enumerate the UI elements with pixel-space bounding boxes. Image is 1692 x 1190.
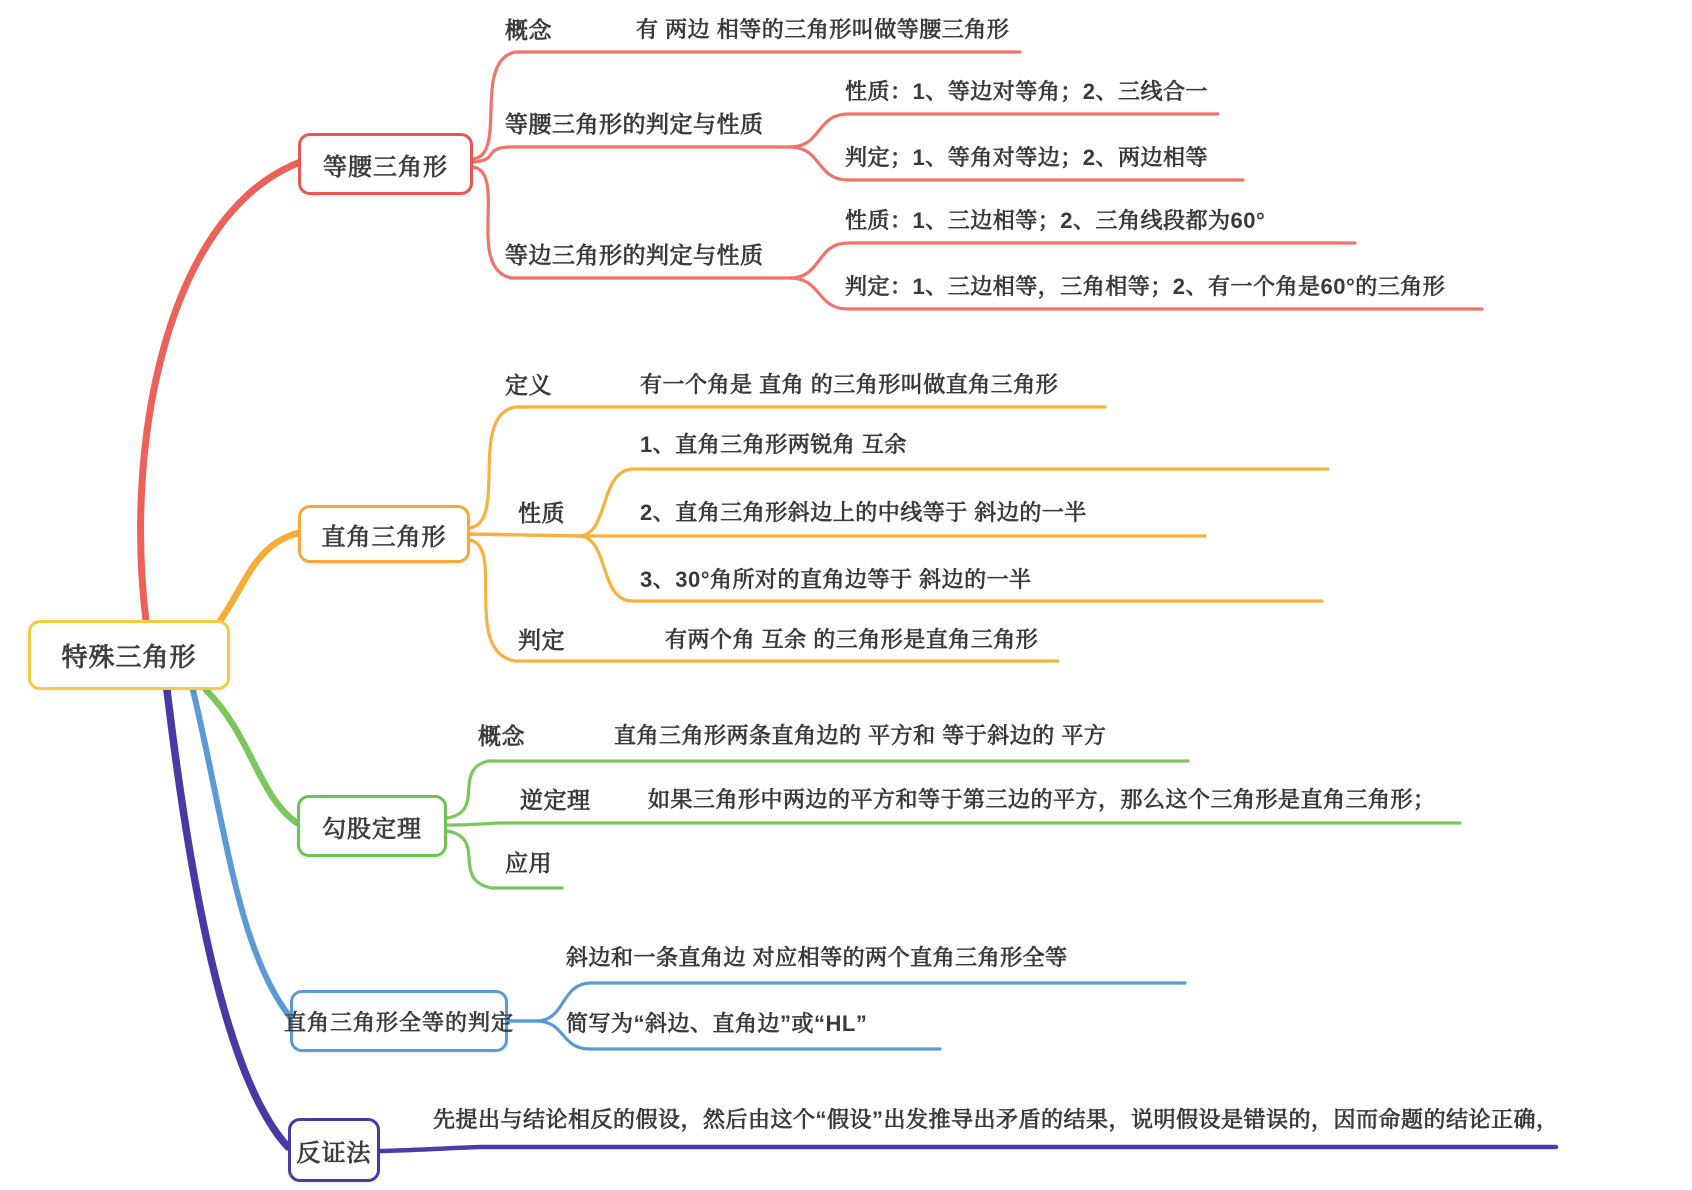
- right-property-1[interactable]: 1、直角三角形两锐角 互余: [640, 432, 907, 457]
- node-right-label: 直角三角形: [321, 523, 447, 551]
- right-property-3[interactable]: 3、30°角所对的直角边等于 斜边的一半: [640, 567, 1032, 592]
- node-proof-by-contradiction[interactable]: [288, 1118, 380, 1182]
- isosceles-judge-prop-label[interactable]: 等腰三角形的判定与性质: [505, 111, 764, 137]
- root-label: 特殊三角形: [61, 641, 197, 672]
- isosceles-judge-item[interactable]: 判定；1、等角对等边；2、两边相等: [845, 145, 1208, 170]
- node-pythagorean-label: 勾股定理: [322, 815, 422, 843]
- node-isosceles-label: 等腰三角形: [323, 153, 448, 181]
- pyth-converse-content[interactable]: 如果三角形中两边的平方和等于第三边的平方，那么这个三角形是直角三角形；: [648, 787, 1436, 812]
- pyth-concept-content[interactable]: 直角三角形两条直角边的 平方和 等于斜边的 平方: [614, 723, 1107, 748]
- right-judge-label[interactable]: 判定: [518, 627, 565, 653]
- isosceles-prop-item[interactable]: 性质：1、等边对等角；2、三线合一: [845, 79, 1208, 104]
- right-definition-label[interactable]: 定义: [505, 372, 552, 398]
- right-judge-content[interactable]: 有两个角 互余 的三角形是直角三角形: [665, 627, 1039, 652]
- congruence-abbr-content[interactable]: 简写为“斜边、直角边”或“HL”: [566, 1011, 868, 1036]
- equilateral-prop-item[interactable]: 性质：1、三边相等；2、三角线段都为60°: [845, 208, 1266, 233]
- pyth-application-label[interactable]: 应用: [505, 850, 552, 876]
- right-property-2[interactable]: 2、直角三角形斜边上的中线等于 斜边的一半: [640, 500, 1087, 525]
- isosceles-concept-label[interactable]: 概念: [505, 17, 552, 43]
- root-link-right-triangle: [220, 533, 298, 621]
- root-link-isosceles: [141, 163, 298, 621]
- link-contradiction-desc: [380, 1147, 1556, 1151]
- congruence-hl-content[interactable]: 斜边和一条直角边 对应相等的两个直角三角形全等: [566, 945, 1068, 970]
- right-properties-label[interactable]: 性质: [518, 500, 565, 526]
- node-contradiction-label: 反证法: [296, 1139, 372, 1167]
- pyth-concept-label[interactable]: 概念: [478, 723, 525, 749]
- node-right-triangle[interactable]: [298, 505, 470, 563]
- root-link-proof-by-contradiction: [167, 690, 288, 1147]
- link-pyth-converse: [447, 823, 1460, 825]
- equilateral-judge-item[interactable]: 判定：1、三边相等，三角相等；2、有一个角是60°的三角形: [845, 274, 1446, 299]
- link-isosceles-prop-item: [790, 114, 1218, 147]
- node-pythagorean[interactable]: [297, 795, 447, 857]
- node-isosceles-triangle[interactable]: [298, 133, 473, 195]
- right-definition-content[interactable]: 有一个角是 直角 的三角形叫做直角三角形: [640, 372, 1059, 397]
- equilateral-judge-prop-label[interactable]: 等边三角形的判定与性质: [505, 242, 764, 268]
- pyth-converse-label[interactable]: 逆定理: [520, 787, 591, 813]
- link-isosceles-judge-prop: [473, 147, 790, 162]
- root-node[interactable]: [28, 620, 230, 690]
- contradiction-description[interactable]: 先提出与结论相反的假设，然后由这个“假设”出发推导出矛盾的结果，说明假设是错误的，因而命题的结论正确，: [433, 1107, 1559, 1132]
- isosceles-concept-content[interactable]: 有 两边 相等的三角形叫做等腰三角形: [636, 17, 1010, 42]
- node-congruence[interactable]: [284, 990, 515, 1052]
- node-congruence-label: 直角三角形全等的判定: [284, 1009, 515, 1035]
